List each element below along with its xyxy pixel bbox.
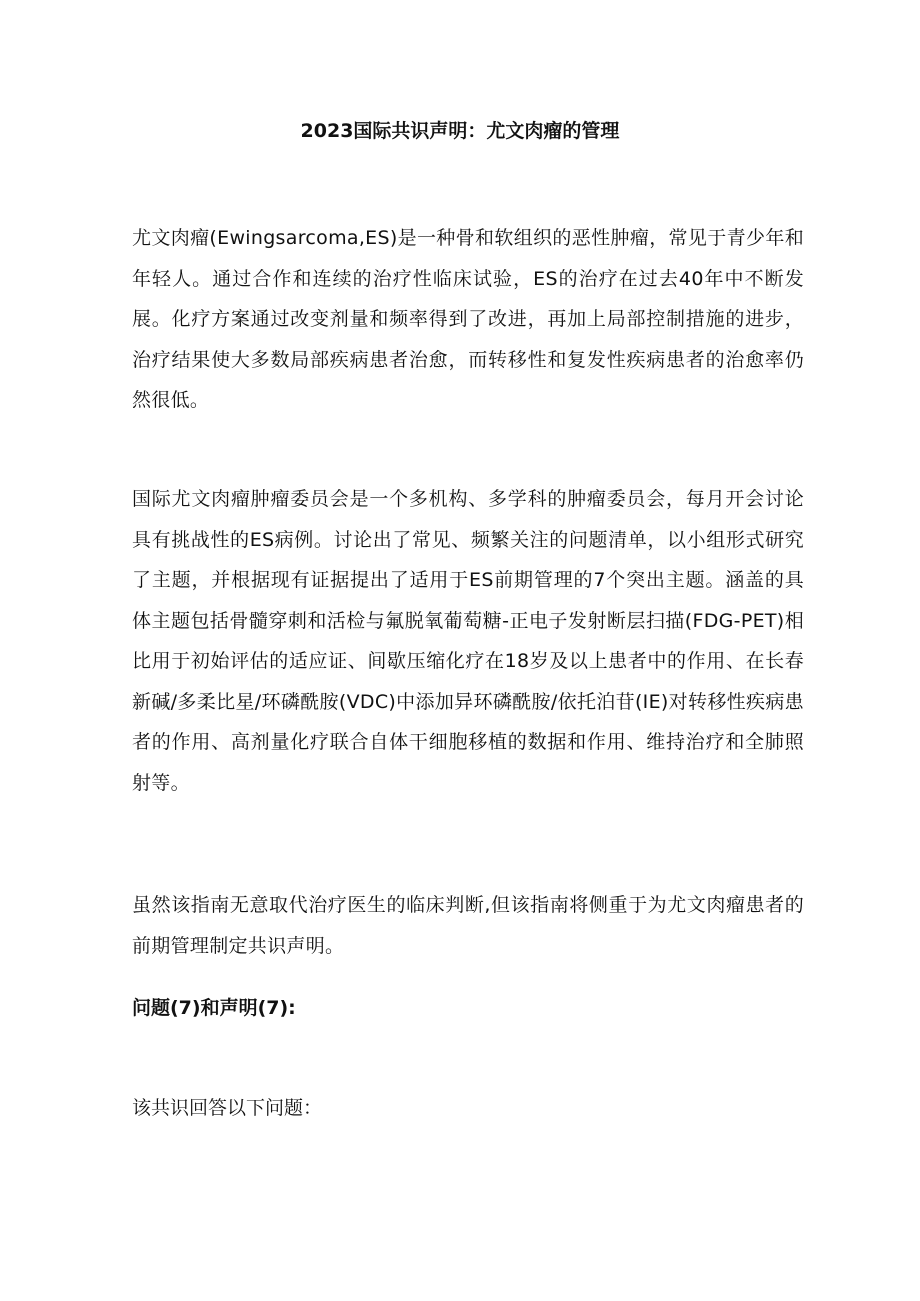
paragraph-tumor-board: 国际尤文肉瘤肿瘤委员会是一个多机构、多学科的肿瘤委员会，每月开会讨论具有挑战性的ES病例。讨论出了常见、频繁关注的问题清单，以小组形式研究了主题，并根据现有证据提出了适用于ES前期管理的7个突出主题。涵盖的具体主题包括骨髓穿刺和活检与氟脱氧葡萄糖-正电子发射断层扫描(FDG-PET)相比用于初始评估的适应证、间歇压缩化疗在18岁及以上患者中的作用、在长春新碱/多柔比星/环磷酰胺(VDC)中添加异环磷酰胺/依托泊苷(IE)对转移性疾病患者的作用、高剂量化疗联合自体干细胞移植的数据和作用、维持治疗和全肺照射等。 (132, 488, 804, 794)
paragraph-introduction: 尤文肉瘤(Ewingsarcoma,ES)是一种骨和软组织的恶性肿瘤，常见于青少年和年轻人。通过合作和连续的治疗性临床试验，ES的治疗在过去40年中不断发展。化疗方案通过改变剂量和频率得到了改进，再加上局部控制措施的进步，治疗结果使大多数局部疾病患者治愈，而转移性和复发性疾病患者的治愈率仍然很低。 (132, 227, 804, 411)
page-title: 2023国际共识声明：尤文肉瘤的管理 (300, 120, 620, 142)
paragraph-disclaimer: 虽然该指南无意取代治疗医生的临床判断,但该指南将侧重于为尤文肉瘤患者的前期管理制定共识声明。 (132, 894, 804, 957)
section-heading: 问题(7)和声明(7): (132, 997, 296, 1019)
questions-lead-text: 该共识回答以下问题： (132, 1097, 323, 1119)
